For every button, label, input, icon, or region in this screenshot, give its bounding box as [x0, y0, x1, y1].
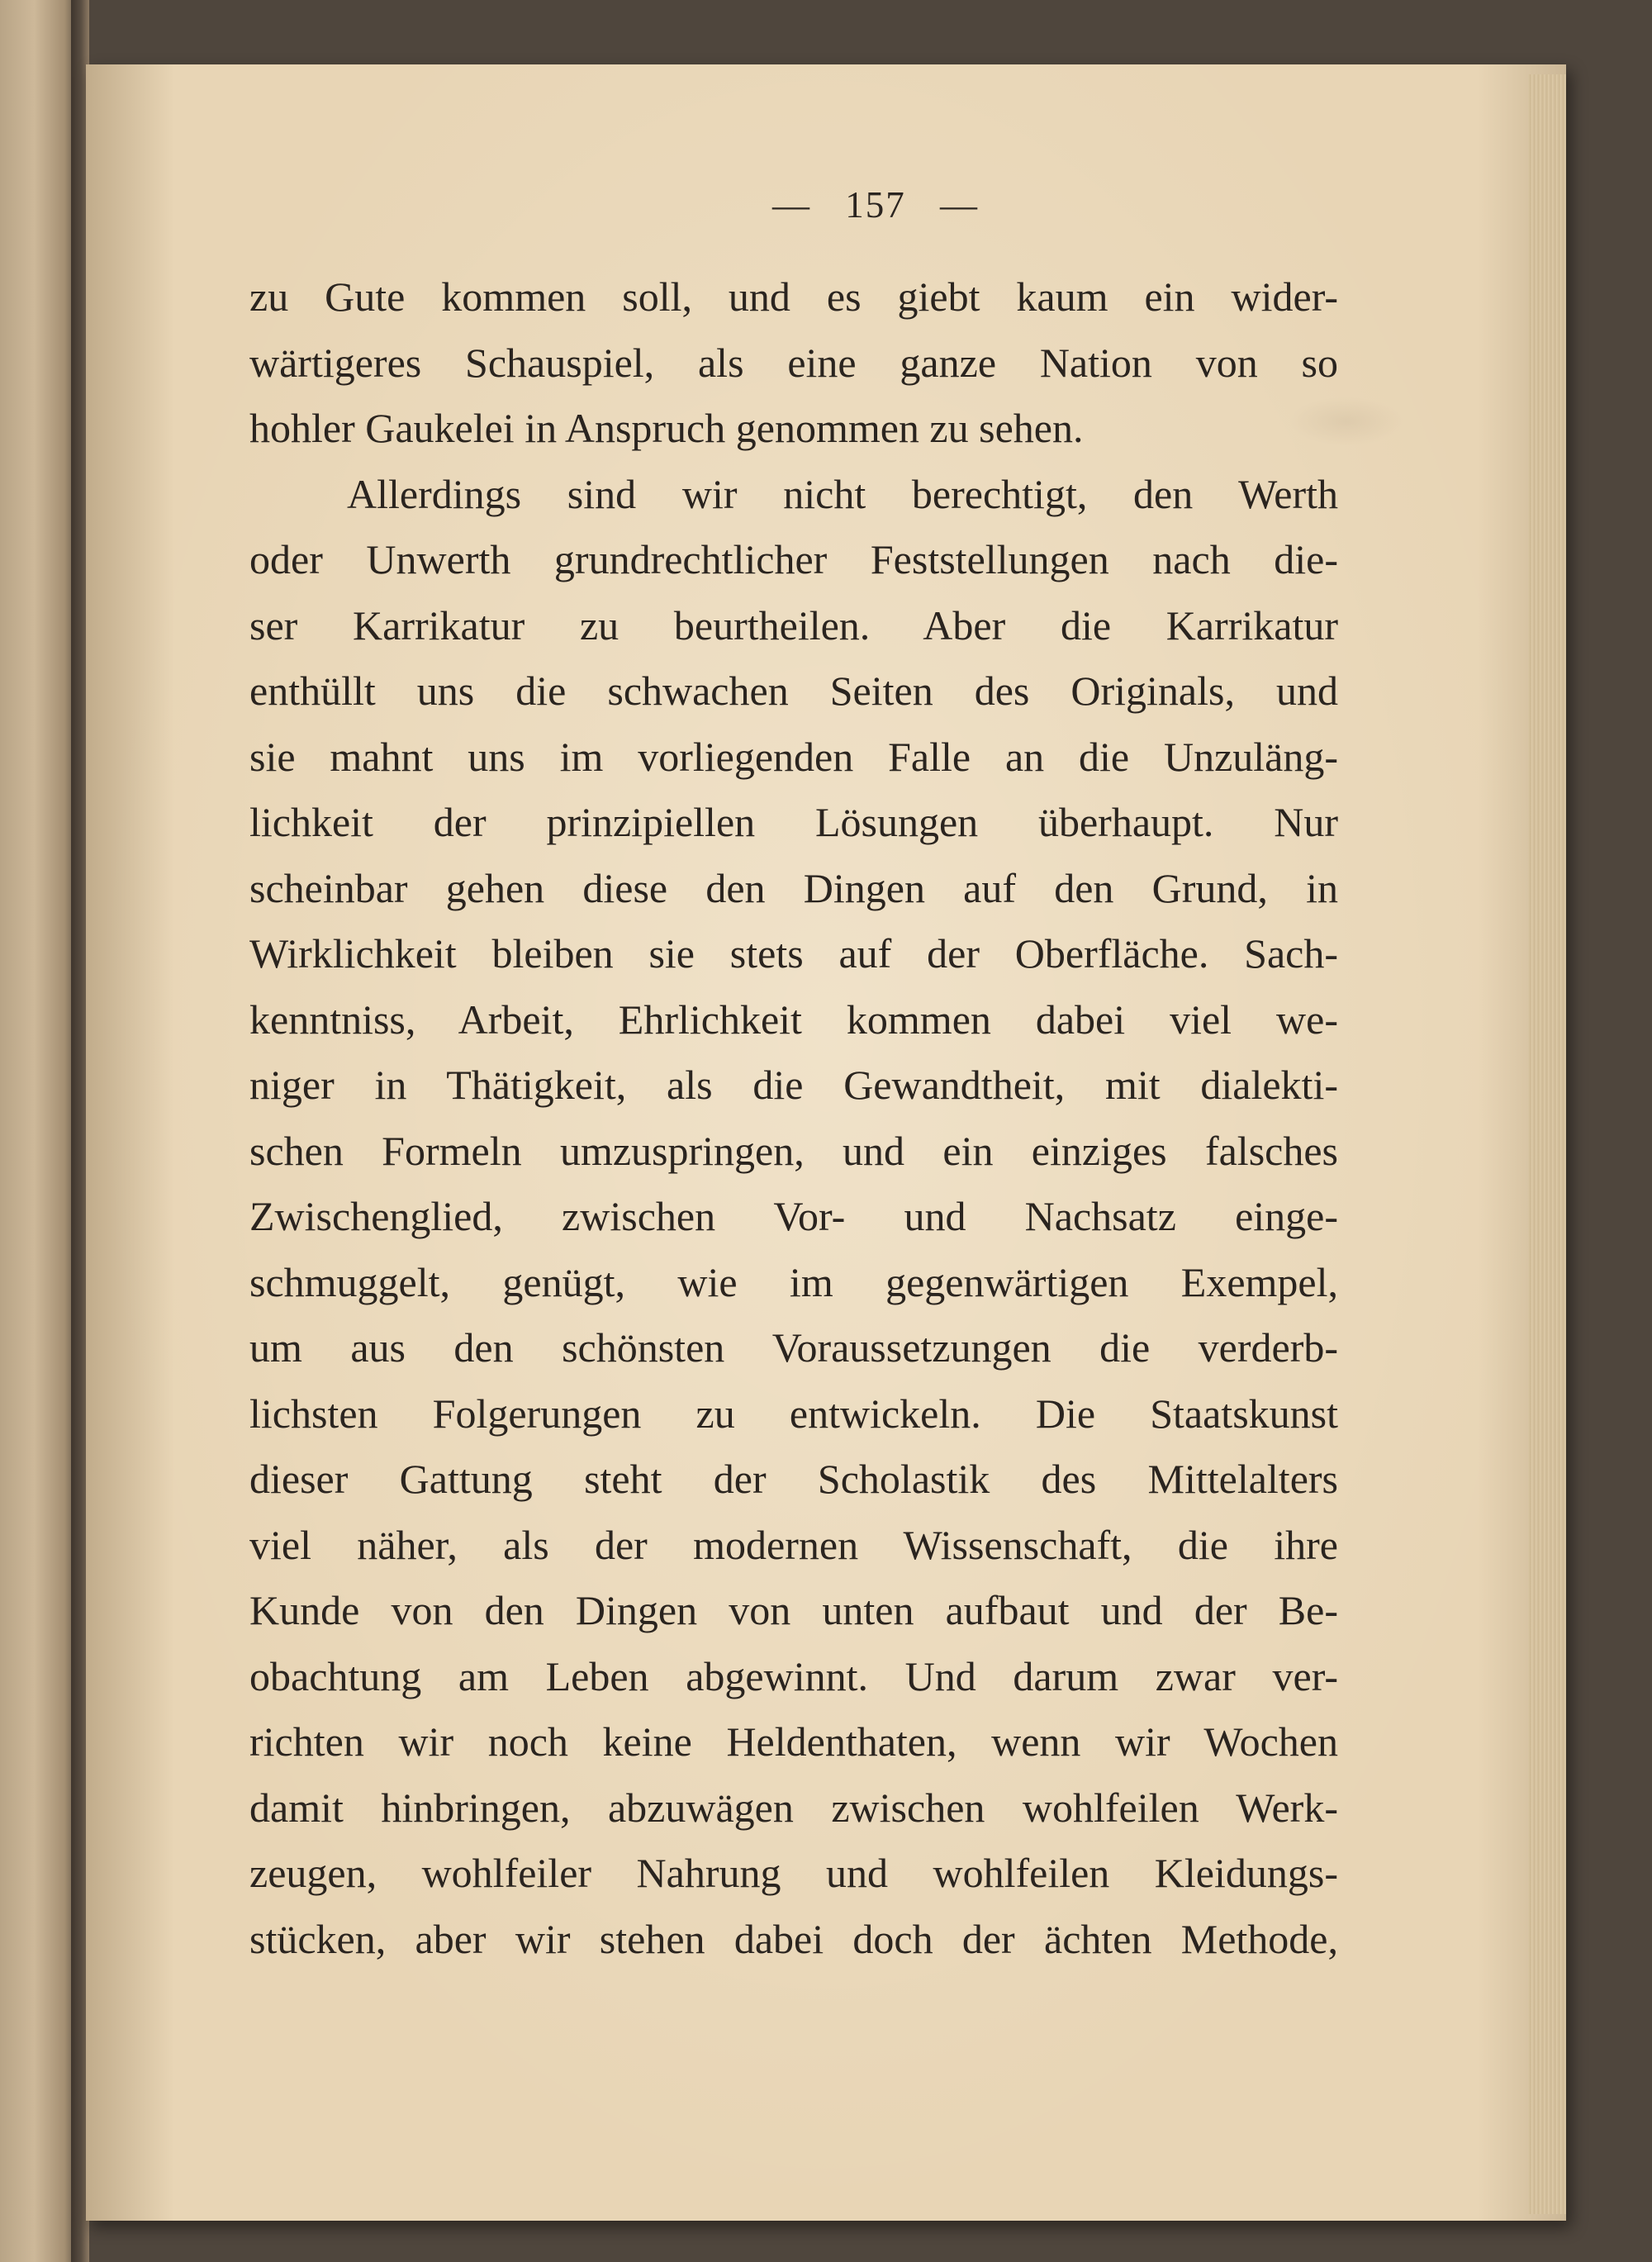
- text-line: dieser Gattung steht der Scholastik des Mittelalters: [249, 1456, 1338, 1502]
- text-line: Zwischenglied, zwischen Vor- und Nachsatz einge-: [249, 1193, 1338, 1239]
- text-line: oder Unwerth grundrechtlicher Feststellungen nach die-: [249, 536, 1338, 582]
- text-line: damit hinbringen, abzuwägen zwischen wohlfeilen Werk-: [249, 1784, 1338, 1831]
- page-number: 157: [845, 184, 906, 226]
- text-line: um aus den schönsten Voraussetzungen die verderb-: [249, 1324, 1338, 1371]
- text-line: ser Karrikatur zu beurtheilen. Aber die Karrikatur: [249, 601, 1338, 649]
- text-line: schen Formeln umzuspringen, und ein einziges falsches: [249, 1127, 1338, 1174]
- text-line: schmuggelt, genügt, wie im gegenwärtigen Exempel,: [249, 1258, 1338, 1305]
- header-dash-right: —: [940, 184, 979, 226]
- text-line: Kunde von den Dingen von unten aufbaut und der Be-: [249, 1587, 1338, 1633]
- text-line: wärtigeres Schauspiel, als eine ganze Nation von so: [249, 339, 1338, 386]
- body-text: [249, 264, 1338, 1972]
- text-line: enthüllt uns die schwachen Seiten des Originals, und: [249, 668, 1338, 714]
- text-line: obachtung am Leben abgewinnt. Und darum zwar ver-: [249, 1652, 1338, 1699]
- text-line: viel näher, als der modernen Wissenschaft, die ihre: [249, 1521, 1338, 1568]
- text-line: kenntniss, Arbeit, Ehrlichkeit kommen dabei viel we-: [249, 996, 1338, 1043]
- text-line: stücken, aber wir stehen dabei doch der ächten Methode,: [249, 1915, 1338, 1962]
- page-number-header: [50, 183, 1652, 226]
- text-line: hohler Gaukelei in Anspruch genommen zu sehen.: [249, 405, 1084, 451]
- text-line: richten wir noch keine Heldenthaten, wenn wir Wochen: [249, 1718, 1338, 1765]
- text-line: sie mahnt uns im vorliegenden Falle an die Unzuläng-: [249, 733, 1338, 780]
- text-line: Wirklichkeit bleiben sie stets auf der Oberfläche. Sach-: [249, 930, 1338, 977]
- text-line: zu Gute kommen soll, und es giebt kaum ein wider-: [249, 273, 1338, 320]
- text-line: zeugen, wohlfeiler Nahrung und wohlfeilen Kleidungs-: [249, 1850, 1338, 1896]
- text-line: lichsten Folgerungen zu entwickeln. Die Staatskunst: [249, 1390, 1338, 1437]
- paragraph-start-line: Allerdings sind wir nicht berechtigt, den Werth: [347, 470, 1338, 517]
- text-line: lichkeit der prinzipiellen Lösungen überhaupt. Nur: [249, 799, 1338, 845]
- left-page-edge: [0, 0, 76, 2262]
- header-dash-left: —: [772, 184, 811, 226]
- text-line: scheinbar gehen diese den Dingen auf den Grund, in: [249, 864, 1338, 911]
- text-line: niger in Thätigkeit, als die Gewandtheit, mit dialekti-: [249, 1062, 1338, 1108]
- page-stack-edge: [1528, 74, 1566, 2214]
